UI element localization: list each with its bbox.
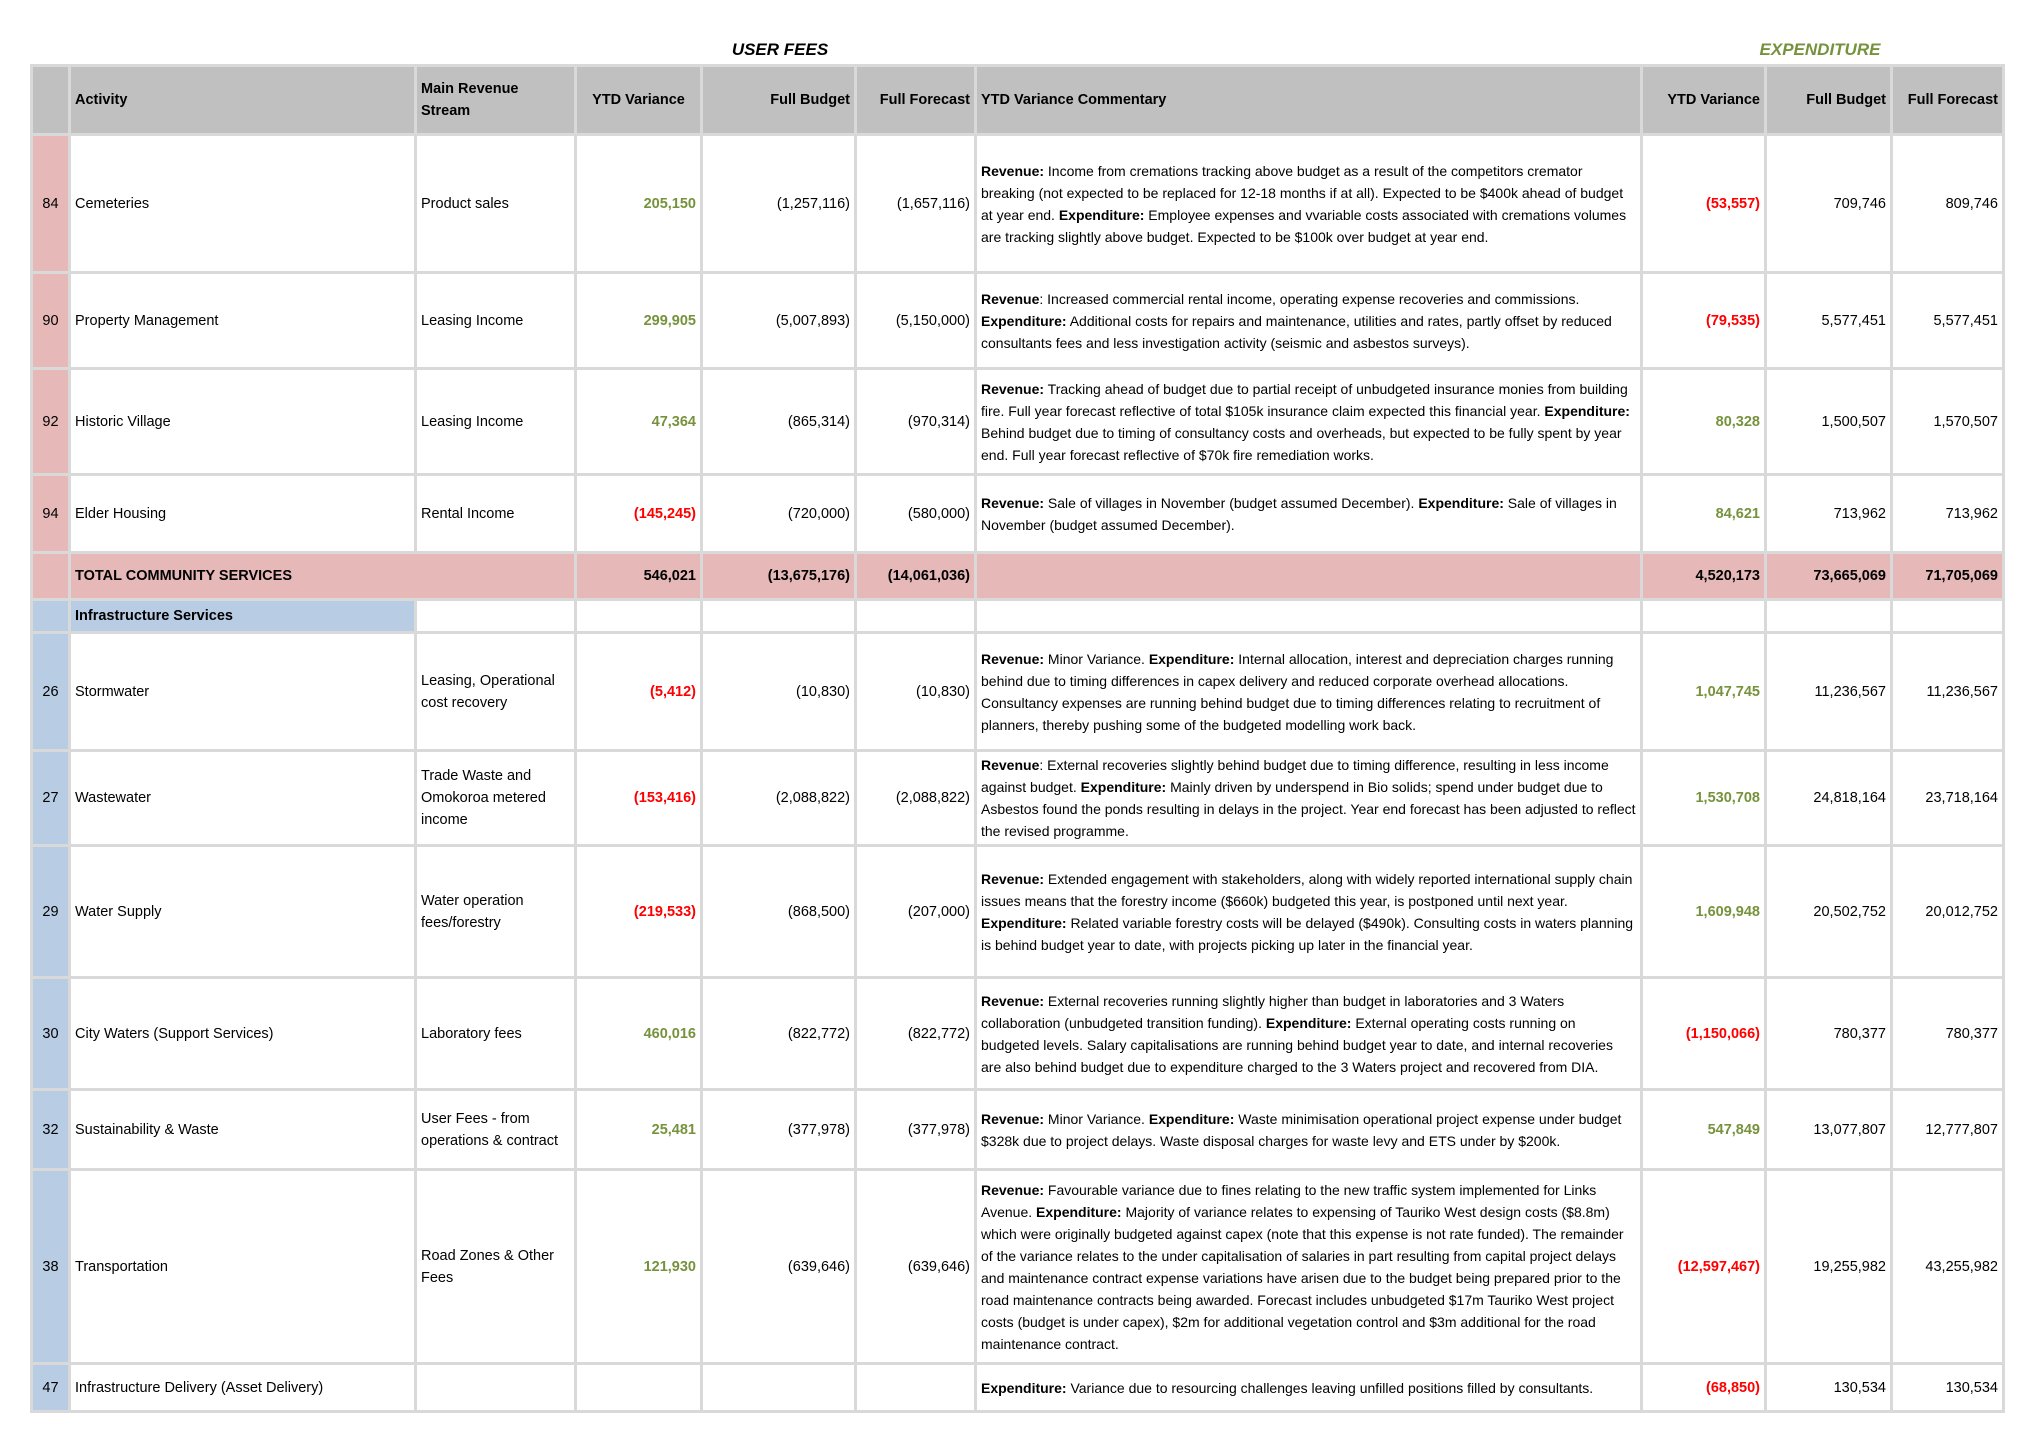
empty-cell <box>576 600 702 633</box>
activity-header: Activity <box>70 66 416 135</box>
activity-name: Historic Village <box>70 369 416 475</box>
total-exp-ytd-variance: 4,520,173 <box>1642 553 1766 600</box>
table-row <box>32 475 2004 553</box>
activity-name: Stormwater <box>70 633 416 751</box>
revenue-label: Revenue: <box>981 992 1045 1009</box>
exp-full-forecast: 5,577,451 <box>1892 273 2004 369</box>
variance-commentary <box>976 1364 1642 1412</box>
expenditure-text: Mainly driven by underspend in Bio solids; spend under budget due to Asbestos found the ponds resulting in delays in the project. Year end forecast has been adjusted to reflect the revised programme. <box>981 779 1636 839</box>
activity-name: Property Management <box>70 273 416 369</box>
expenditure-label: Expenditure: <box>981 914 1067 931</box>
full-forecast: (639,646) <box>856 1170 976 1364</box>
variance-commentary <box>976 369 1642 475</box>
exp-full-forecast: 713,962 <box>1892 475 2004 553</box>
activity-name: Elder Housing <box>70 475 416 553</box>
expenditure-text: Additional costs for repairs and maintenance, utilities and rates, partly offset by reduced consultants fees and less investigation activity (seismic and asbestos surveys). <box>981 312 1612 351</box>
full-budget <box>702 1364 856 1412</box>
full-forecast: (10,830) <box>856 633 976 751</box>
revenue-text: Minor Variance. <box>1044 650 1149 667</box>
exp-ytd-variance-header: YTD Variance <box>1642 66 1766 135</box>
exp-full-budget: 130,534 <box>1766 1364 1892 1412</box>
exp-full-budget: 713,962 <box>1766 475 1892 553</box>
variance-commentary <box>976 751 1642 846</box>
full-forecast: (207,000) <box>856 846 976 978</box>
ytd-variance: 460,016 <box>576 978 702 1090</box>
ytd-variance: 121,930 <box>576 1170 702 1364</box>
ytd-variance: (145,245) <box>576 475 702 553</box>
ytd-variance: (219,533) <box>576 846 702 978</box>
ytd-variance: 299,905 <box>576 273 702 369</box>
exp-full-forecast: 43,255,982 <box>1892 1170 2004 1364</box>
exp-ytd-variance: 547,849 <box>1642 1090 1766 1170</box>
expenditure-text: Related variable forestry costs will be delayed ($490k). Consulting costs in waters planning is behind budget year to date, with projects picking up later in the financial year. <box>981 914 1634 953</box>
revenue-label: Revenue: <box>981 494 1045 511</box>
activity-name: Sustainability & Waste <box>70 1090 416 1170</box>
full-forecast: (822,772) <box>856 978 976 1090</box>
expenditure-text: External operating costs running on budgeted levels. Salary capitalisations are running behind budget year to date, and internal recoveries are also behind budget due to expenditure charged to the 3 Waters project and recovered from DIA. <box>981 1014 1613 1075</box>
exp-full-forecast: 1,570,507 <box>1892 369 2004 475</box>
empty-cell <box>856 600 976 633</box>
code-header <box>32 66 70 135</box>
empty-cell <box>976 600 1642 633</box>
ytd-variance: (5,412) <box>576 633 702 751</box>
expenditure-label: Expenditure: <box>1080 779 1167 795</box>
exp-full-budget: 24,818,164 <box>1766 751 1892 846</box>
full-budget: (639,646) <box>702 1170 856 1364</box>
exp-full-forecast-header: Full Forecast <box>1892 66 2004 135</box>
activity-code: 38 <box>32 1170 70 1364</box>
commentary-header: YTD Variance Commentary <box>976 66 1642 135</box>
exp-full-budget: 5,577,451 <box>1766 273 1892 369</box>
exp-ytd-variance: 1,609,948 <box>1642 846 1766 978</box>
expenditure-label: Expenditure: <box>1265 1014 1352 1031</box>
full-forecast: (970,314) <box>856 369 976 475</box>
full-budget: (868,500) <box>702 846 856 978</box>
empty-cell <box>702 600 856 633</box>
expenditure-label: Expenditure: <box>1058 206 1145 223</box>
full-forecast: (2,088,822) <box>856 751 976 846</box>
full-budget: (377,978) <box>702 1090 856 1170</box>
revenue-stream: User Fees - from operations & contract <box>416 1090 576 1170</box>
exp-full-forecast: 780,377 <box>1892 978 2004 1090</box>
exp-full-forecast: 23,718,164 <box>1892 751 2004 846</box>
revenue-text: Minor Variance. <box>1044 1110 1149 1127</box>
exp-full-budget-header: Full Budget <box>1766 66 1892 135</box>
activity-name: Infrastructure Delivery (Asset Delivery) <box>70 1364 416 1412</box>
total-full-forecast: (14,061,036) <box>856 553 976 600</box>
activity-name: City Waters (Support Services) <box>70 978 416 1090</box>
activity-code: 27 <box>32 751 70 846</box>
user-fees-heading: USER FEES <box>731 40 829 59</box>
exp-full-forecast: 12,777,807 <box>1892 1090 2004 1170</box>
exp-full-budget: 19,255,982 <box>1766 1170 1892 1364</box>
expenditure-text: Behind budget due to timing of consultancy costs and overheads, but expected to be fully spent by year end. Full year forecast reflective of $70k fire remediation works. <box>981 424 1622 463</box>
full-forecast: (377,978) <box>856 1090 976 1170</box>
ytd-variance: 205,150 <box>576 135 702 273</box>
ytd-variance <box>576 1364 702 1412</box>
revenue-label: Revenue: <box>981 870 1045 887</box>
table-row <box>32 846 2004 978</box>
exp-ytd-variance: 80,328 <box>1642 369 1766 475</box>
revenue-stream: Laboratory fees <box>416 978 576 1090</box>
exp-ytd-variance: (1,150,066) <box>1642 978 1766 1090</box>
table-row <box>32 1364 2004 1412</box>
exp-full-budget: 20,502,752 <box>1766 846 1892 978</box>
full-budget: (2,088,822) <box>702 751 856 846</box>
revenue-stream: Trade Waste and Omokoroa metered income <box>416 751 576 846</box>
table-row <box>32 751 2004 846</box>
revenue-label: Revenue <box>981 290 1040 307</box>
variance-commentary <box>976 633 1642 751</box>
variance-commentary <box>976 978 1642 1090</box>
expenditure-label: Expenditure: <box>1544 402 1630 419</box>
expenditure-label: Expenditure: <box>1148 1110 1235 1127</box>
exp-full-forecast: 130,534 <box>1892 1364 2004 1412</box>
expenditure-label: Expenditure: <box>1148 650 1235 667</box>
empty-cell <box>416 600 576 633</box>
exp-ytd-variance: 1,530,708 <box>1642 751 1766 846</box>
activity-code: 29 <box>32 846 70 978</box>
revenue-label: Revenue <box>981 757 1040 773</box>
activity-name: Transportation <box>70 1170 416 1364</box>
revenue-stream: Water operation fees/forestry <box>416 846 576 978</box>
exp-ytd-variance: (79,535) <box>1642 273 1766 369</box>
variance-commentary <box>976 135 1642 273</box>
expenditure-text: Waste minimisation operational project expense under budget $328k due to project delays. Waste disposal charges for waste levy and ETS under by $200k. <box>981 1110 1622 1149</box>
full-forecast: (5,150,000) <box>856 273 976 369</box>
revenue-stream: Leasing Income <box>416 273 576 369</box>
exp-ytd-variance: (68,850) <box>1642 1364 1766 1412</box>
revenue-text: : Increased commercial rental income, operating expense recoveries and commissions. <box>1039 290 1580 307</box>
full-budget-header: Full Budget <box>702 66 856 135</box>
ytd-variance: (153,416) <box>576 751 702 846</box>
full-budget: (5,007,893) <box>702 273 856 369</box>
revenue-stream: Rental Income <box>416 475 576 553</box>
revenue-text: : External recoveries slightly behind budget due to timing difference, resulting in less income against budget. <box>981 757 1609 795</box>
activity-code: 30 <box>32 978 70 1090</box>
variance-commentary <box>976 1170 1642 1364</box>
variance-commentary <box>976 475 1642 553</box>
empty-cell <box>1892 600 2004 633</box>
full-forecast <box>856 1364 976 1412</box>
full-budget: (1,257,116) <box>702 135 856 273</box>
revenue-text: Income from cremations tracking above budget as a result of the competitors cremator breaking (not expected to be replaced for 12-18 months if at all). Expected to be $400k ahead of budget at year end. <box>981 162 1624 223</box>
exp-full-budget: 780,377 <box>1766 978 1892 1090</box>
exp-ytd-variance: (12,597,467) <box>1642 1170 1766 1364</box>
ytd-variance: 25,481 <box>576 1090 702 1170</box>
activity-code: 47 <box>32 1364 70 1412</box>
variance-commentary <box>976 846 1642 978</box>
activity-code: 84 <box>32 135 70 273</box>
full-budget: (720,000) <box>702 475 856 553</box>
exp-full-budget: 1,500,507 <box>1766 369 1892 475</box>
activity-name: Wastewater <box>70 751 416 846</box>
section-code-cell <box>32 600 70 633</box>
activity-code: 32 <box>32 1090 70 1170</box>
expenditure-label: Expenditure: <box>1418 494 1504 511</box>
empty-cell <box>1766 600 1892 633</box>
exp-full-budget: 709,746 <box>1766 135 1892 273</box>
table-row <box>32 1090 2004 1170</box>
revenue-stream-header: Main Revenue Stream <box>416 66 576 135</box>
expenditure-label: Expenditure: <box>981 1379 1067 1396</box>
full-budget: (865,314) <box>702 369 856 475</box>
revenue-stream: Leasing Income <box>416 369 576 475</box>
revenue-label: Revenue: <box>981 162 1045 179</box>
total-exp-full-budget: 73,665,069 <box>1766 553 1892 600</box>
revenue-label: Revenue: <box>981 1110 1045 1127</box>
full-forecast-header: Full Forecast <box>856 66 976 135</box>
activity-code: 92 <box>32 369 70 475</box>
expenditure-text: Variance due to resourcing challenges leaving unfilled positions filled by consultants. <box>1066 1379 1594 1396</box>
expenditure-label: Expenditure: <box>981 312 1067 329</box>
exp-full-forecast: 11,236,567 <box>1892 633 2004 751</box>
exp-full-budget: 11,236,567 <box>1766 633 1892 751</box>
full-forecast: (1,657,116) <box>856 135 976 273</box>
total-exp-full-forecast: 71,705,069 <box>1892 553 2004 600</box>
expenditure-text: Majority of variance relates to expensing of Tauriko West design costs ($8.8m) which were originally budgeted against capex (note that this expense is not rate funded). The remainder of the variance relates to the under capitalisation of salaries in part resulting from capital project delays and maintenance contract expense variations have arisen due to the budget being prepared prior to the road maintenance contracts being awarded. Forecast includes unbudgeted $17m Tauriko West project costs (budget is under capex), $2m for additional vegetation control and $3m additional for the road maintenance contract. <box>981 1203 1624 1352</box>
exp-full-forecast: 809,746 <box>1892 135 2004 273</box>
expenditure-label: Expenditure: <box>1036 1203 1122 1220</box>
total-ytd-variance: 546,021 <box>576 553 702 600</box>
exp-ytd-variance: 1,047,745 <box>1642 633 1766 751</box>
revenue-stream: Product sales <box>416 135 576 273</box>
activity-code: 26 <box>32 633 70 751</box>
total-commentary <box>976 553 1642 600</box>
full-budget: (10,830) <box>702 633 856 751</box>
exp-full-budget: 13,077,807 <box>1766 1090 1892 1170</box>
activity-code: 90 <box>32 273 70 369</box>
revenue-stream <box>416 1364 576 1412</box>
revenue-label: Revenue: <box>981 380 1045 397</box>
table-header-row <box>32 66 2004 135</box>
revenue-text: Extended engagement with stakeholders, along with widely reported international supply chain issues means that the forestry income ($660k) budgeted this year, is postponed until next year. <box>981 870 1633 909</box>
revenue-label: Revenue: <box>981 650 1045 667</box>
activity-name: Water Supply <box>70 846 416 978</box>
full-forecast: (580,000) <box>856 475 976 553</box>
table-row <box>32 978 2004 1090</box>
table-body <box>32 135 2004 1412</box>
table-row <box>32 633 2004 751</box>
revenue-stream: Leasing, Operational cost recovery <box>416 633 576 751</box>
empty-cell <box>1642 600 1766 633</box>
section-header-row <box>32 600 2004 633</box>
revenue-text: External recoveries running slightly higher than budget in laboratories and 3 Waters collaboration (unbudgeted transition funding). <box>981 992 1565 1031</box>
total-code-cell <box>32 553 70 600</box>
exp-ytd-variance: 84,621 <box>1642 475 1766 553</box>
ytd-variance-header: YTD Variance <box>576 66 702 135</box>
total-full-budget: (13,675,176) <box>702 553 856 600</box>
expenditure-text: Internal allocation, interest and depreciation charges running behind due to timing differences in capex delivery and reduced corporate overhead allocations. Consultancy expenses are running behind budget due to timing differences relating to recruitment of planners, thereby pushing some of the budgeted modelling work back. <box>981 650 1614 733</box>
revenue-label: Revenue: <box>981 1181 1045 1198</box>
expenditure-text: Employee expenses and vvariable costs associated with cremations volumes are tracking slightly above budget. Expected to be $100k over budget at year end. <box>981 206 1627 245</box>
section-label: Infrastructure Services <box>70 600 416 633</box>
variance-commentary <box>976 1090 1642 1170</box>
variance-commentary <box>976 273 1642 369</box>
total-label: TOTAL COMMUNITY SERVICES <box>70 553 576 600</box>
revenue-text: Sale of villages in November (budget assumed December). <box>1044 494 1419 511</box>
activity-name: Cemeteries <box>70 135 416 273</box>
revenue-text: Favourable variance due to fines relating to the new traffic system implemented for Links Avenue. <box>981 1181 1597 1220</box>
exp-full-forecast: 20,012,752 <box>1892 846 2004 978</box>
total-community-row <box>32 553 2004 600</box>
exp-ytd-variance: (53,557) <box>1642 135 1766 273</box>
table-row <box>32 369 2004 475</box>
activity-code: 94 <box>32 475 70 553</box>
revenue-text: Tracking ahead of budget due to partial receipt of unbudgeted insurance monies from building fire. Full year forecast reflective of total $105k insurance claim expected this financial year. <box>981 380 1628 419</box>
variance-report-table <box>30 64 2005 1413</box>
table-row <box>32 135 2004 273</box>
expenditure-text: Sale of villages in November (budget assumed December). <box>981 494 1617 533</box>
revenue-stream: Road Zones & Other Fees <box>416 1170 576 1364</box>
full-budget: (822,772) <box>702 978 856 1090</box>
ytd-variance: 47,364 <box>576 369 702 475</box>
table-row <box>32 273 2004 369</box>
table-row <box>32 1170 2004 1364</box>
expenditure-heading: EXPENDITURE <box>1759 40 1881 59</box>
